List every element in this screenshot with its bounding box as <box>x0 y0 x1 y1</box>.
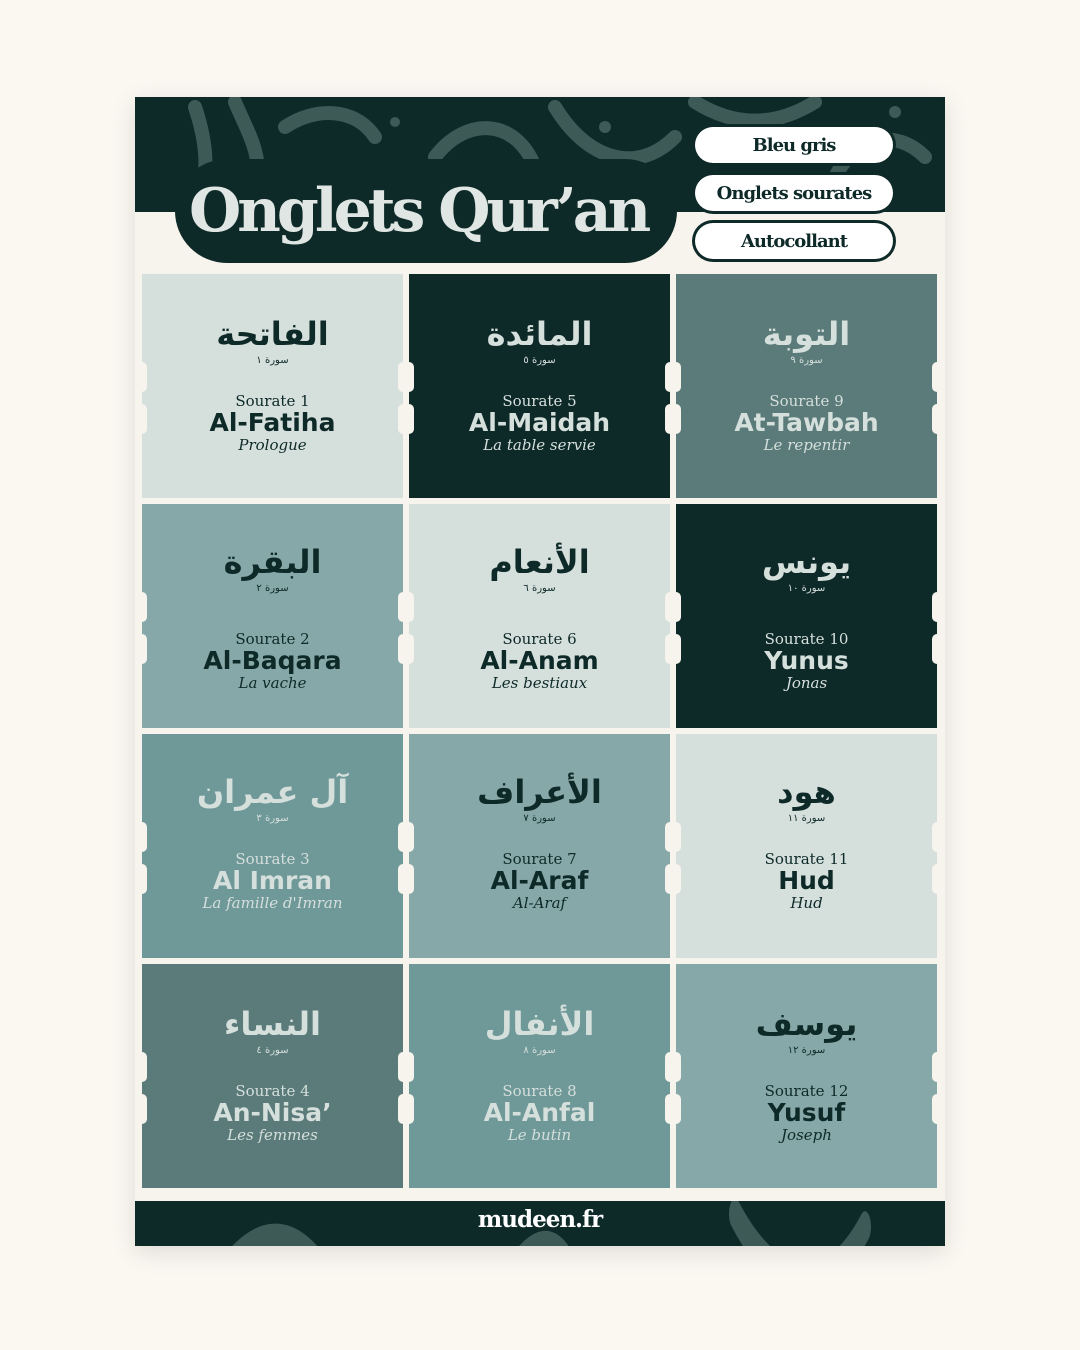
tab-notch <box>932 592 942 622</box>
sticker-card <box>142 964 403 1188</box>
tag-list <box>692 124 896 268</box>
sticker-card <box>409 964 670 1188</box>
card-sourate-name: Al-Anam <box>480 646 599 675</box>
card-sourate-number: Sourate 7 <box>502 850 577 868</box>
card-sourate-number: Sourate 10 <box>764 630 849 648</box>
sticker-card <box>676 734 937 958</box>
sticker-card <box>676 504 937 728</box>
footer-website: mudeen.fr <box>477 1206 603 1233</box>
card-sourate-number: Sourate 2 <box>235 630 310 648</box>
card-arabic-number: سورة ١٠ <box>787 583 826 594</box>
card-sourate-name: Al-Maidah <box>468 408 611 437</box>
tag-pill-format <box>692 220 896 262</box>
card-arabic-title: يوسف <box>755 1005 858 1043</box>
sticker-card <box>676 964 937 1188</box>
card-arabic-number: سورة ١٢ <box>787 1045 826 1056</box>
tag-pill-color <box>692 124 896 166</box>
card-sourate-meaning: Les femmes <box>227 1126 318 1144</box>
tab-notch <box>671 822 681 852</box>
tab-notch <box>404 592 414 622</box>
page-title: Onglets Qur’an <box>189 176 648 246</box>
card-sourate-meaning: Les bestiaux <box>491 674 588 692</box>
tab-notch <box>404 822 414 852</box>
tab-notch <box>137 822 147 852</box>
tab-notch <box>932 822 942 852</box>
tag-pill-label: Bleu gris <box>695 127 893 163</box>
card-arabic-title: الأعراف <box>477 773 602 811</box>
card-sourate-number: Sourate 12 <box>764 1082 849 1100</box>
card-sourate-number: Sourate 1 <box>235 392 310 410</box>
card-sourate-name: Al-Fatiha <box>209 408 336 437</box>
sticker-sheet <box>135 97 945 1246</box>
card-sourate-number: Sourate 5 <box>502 392 577 410</box>
card-sourate-name: Al-Araf <box>490 866 589 895</box>
tag-pill-type <box>692 172 896 214</box>
card-arabic-title: الأنفال <box>484 1005 595 1043</box>
card-arabic-title: هود <box>777 773 836 811</box>
card-arabic-title: آل عمران <box>196 773 349 811</box>
card-arabic-number: سورة ٣ <box>256 813 289 824</box>
card-arabic-number: سورة ٥ <box>523 355 556 366</box>
card-sourate-name: Al-Anfal <box>483 1098 596 1127</box>
card-arabic-number: سورة ١ <box>256 355 289 366</box>
card-arabic-title: الأنعام <box>489 543 590 581</box>
sticker-card <box>142 734 403 958</box>
card-sourate-name: Al Imran <box>213 866 332 895</box>
card-sourate-meaning: Hud <box>790 894 823 912</box>
card-sourate-number: Sourate 3 <box>235 850 310 868</box>
footer-band <box>135 1201 945 1246</box>
sticker-card <box>142 274 403 498</box>
sticker-card <box>676 274 937 498</box>
card-sourate-meaning: Al-Araf <box>512 894 567 912</box>
sticker-card <box>142 504 403 728</box>
card-arabic-number: سورة ٩ <box>790 355 823 366</box>
tag-pill-label: Autocollant <box>695 223 893 259</box>
card-arabic-title: يونس <box>761 543 852 581</box>
card-sourate-meaning: Le repentir <box>763 436 850 454</box>
card-arabic-title: الفاتحة <box>216 315 329 353</box>
card-sourate-number: Sourate 11 <box>764 850 849 868</box>
card-arabic-title: المائدة <box>486 315 593 353</box>
card-sourate-meaning: Jonas <box>785 674 828 692</box>
card-sourate-meaning: La famille d'Imran <box>202 894 343 912</box>
card-sourate-number: Sourate 4 <box>235 1082 310 1100</box>
card-arabic-title: البقرة <box>223 543 322 581</box>
card-sourate-name: Hud <box>778 866 835 895</box>
title-badge <box>175 159 677 263</box>
card-sourate-name: Yunus <box>764 646 849 675</box>
card-sourate-name: At-Tawbah <box>734 408 879 437</box>
card-sourate-number: Sourate 6 <box>502 630 577 648</box>
card-sourate-name: Al-Baqara <box>203 646 342 675</box>
sticker-grid <box>142 274 938 1188</box>
card-sourate-name: Yusuf <box>767 1098 846 1127</box>
card-arabic-title: النساء <box>224 1005 321 1043</box>
card-sourate-meaning: Le butin <box>507 1126 572 1144</box>
card-arabic-number: سورة ٤ <box>256 1045 289 1056</box>
tab-notch <box>671 592 681 622</box>
card-sourate-meaning: La table servie <box>483 436 596 454</box>
card-sourate-meaning: Joseph <box>781 1126 832 1144</box>
sticker-card <box>409 734 670 958</box>
sticker-card <box>409 504 670 728</box>
card-arabic-title: التوبة <box>762 315 851 353</box>
card-arabic-number: سورة ٨ <box>523 1045 556 1056</box>
card-arabic-number: سورة ٢ <box>256 583 289 594</box>
sticker-card <box>409 274 670 498</box>
card-sourate-name: An-Nisa’ <box>213 1098 332 1127</box>
tag-pill-label: Onglets sourates <box>695 175 893 211</box>
card-sourate-meaning: Prologue <box>238 436 307 454</box>
card-arabic-number: سورة ٧ <box>523 813 556 824</box>
card-arabic-number: سورة ١١ <box>787 813 826 824</box>
card-sourate-meaning: La vache <box>238 674 307 692</box>
card-arabic-number: سورة ٦ <box>523 583 556 594</box>
card-sourate-number: Sourate 8 <box>502 1082 577 1100</box>
tab-notch <box>137 592 147 622</box>
card-sourate-number: Sourate 9 <box>769 392 844 410</box>
